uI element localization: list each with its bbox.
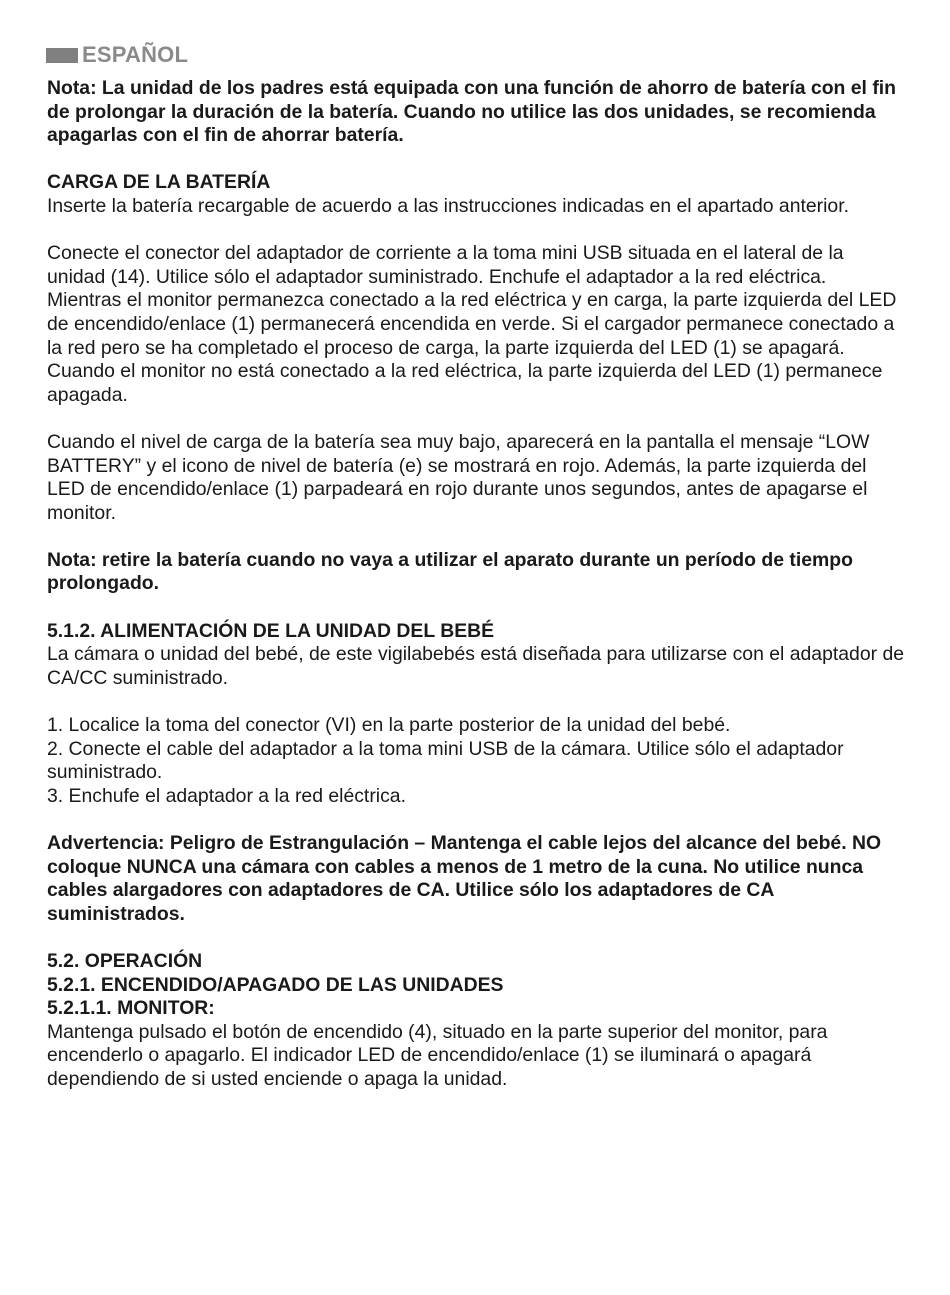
spacer (47, 219, 907, 243)
language-marker-bar (46, 48, 78, 63)
spacer (47, 926, 907, 950)
step-item: 3. Enchufe el adaptador a la red eléctrica. (47, 784, 406, 807)
language-label: ESPAÑOL (82, 42, 189, 67)
spacer (47, 525, 907, 549)
remove-battery-note: Nota: retire la batería cuando no vaya a utilizar el aparato durante un período de tiempo prolongado. (47, 548, 853, 595)
content-body (47, 77, 907, 1092)
baby-unit-power-heading: 5.1.2. ALIMENTACIÓN DE LA UNIDAD DEL BEBÉ (47, 619, 495, 642)
battery-paragraph-connect: Conecte el conector del adaptador de corriente a la toma mini USB situada en el lateral de la unidad (14). Utilice sólo el adaptador suministrado. Enchufe el adaptador a la red eléctrica. (47, 242, 844, 288)
battery-paragraph-insert: Inserte la batería recargable de acuerdo a las instrucciones indicadas en el apartado anterior. (47, 194, 849, 217)
spacer (47, 407, 907, 431)
monitor-heading: 5.2.1.1. MONITOR: (47, 997, 215, 1020)
strangulation-warning: Advertencia: Peligro de Estrangulación – Mantenga el cable lejos del alcance del bebé. NO coloque NUNCA una cámara con cables a menos de 1 metro de la cuna. No utilice nunca cables alargadores con adaptadores de CA. Utilice sólo los adaptadores de CA suministrados. (47, 832, 882, 925)
language-header (46, 40, 907, 70)
step-item: 2. Conecte el cable del adaptador a la toma mini USB de la cámara. Utilice sólo el adaptador suministrado. (47, 737, 844, 784)
spacer (47, 690, 907, 714)
on-off-heading: 5.2.1. ENCENDIDO/APAGADO DE LAS UNIDADES (47, 973, 504, 996)
monitor-paragraph: Mantenga pulsado el botón de encendido (4), situado en la parte superior del monitor, para encenderlo o apagarlo. El indicador LED de encendido/enlace (1) se iluminará o apagará dependiendo de si usted enciende o apaga la unidad. (47, 1020, 828, 1090)
operation-heading: 5.2. OPERACIÓN (47, 949, 203, 972)
spacer (47, 596, 907, 620)
step-item: 1. Localice la toma del conector (VI) en la parte posterior de la unidad del bebé. (47, 714, 731, 737)
battery-paragraph-low-battery: Cuando el nivel de carga de la batería sea muy bajo, aparecerá en la pantalla el mensaje “LOW BATTERY” y el icono de nivel de batería (e) se mostrará en rojo. Además, la parte izquierda del LED de encendido/enlace (1) parpadeará en rojo durante unos segundos, antes de apagarse el monitor. (47, 430, 870, 524)
spacer (47, 808, 907, 832)
battery-paragraph-led-charging: Mientras el monitor permanezca conectado a la red eléctrica y en carga, la parte izquierda del LED de encendido/enlace (1) permanecerá encendida en verde. Si el cargador permanece conectado a la red pero se ha completado el proceso de carga, la parte izquierda del LED (1) se apagará. (47, 289, 897, 359)
baby-unit-paragraph: La cámara o unidad del bebé, de este vigilabebés está diseñada para utilizarse con el adaptador de CA/CC suministrado. (47, 643, 905, 689)
battery-paragraph-led-off: Cuando el monitor no está conectado a la red eléctrica, la parte izquierda del LED (1) permanece apagada. (47, 360, 883, 406)
battery-saving-note: Nota: La unidad de los padres está equipada con una función de ahorro de batería con el fin de prolongar la duración de la batería. Cuando no utilice las dos unidades, se recomienda apagarlas con el fin de ahorrar batería. (47, 77, 897, 147)
spacer (47, 148, 907, 172)
manual-page (47, 40, 907, 1092)
battery-charging-heading: CARGA DE LA BATERÍA (47, 171, 271, 194)
